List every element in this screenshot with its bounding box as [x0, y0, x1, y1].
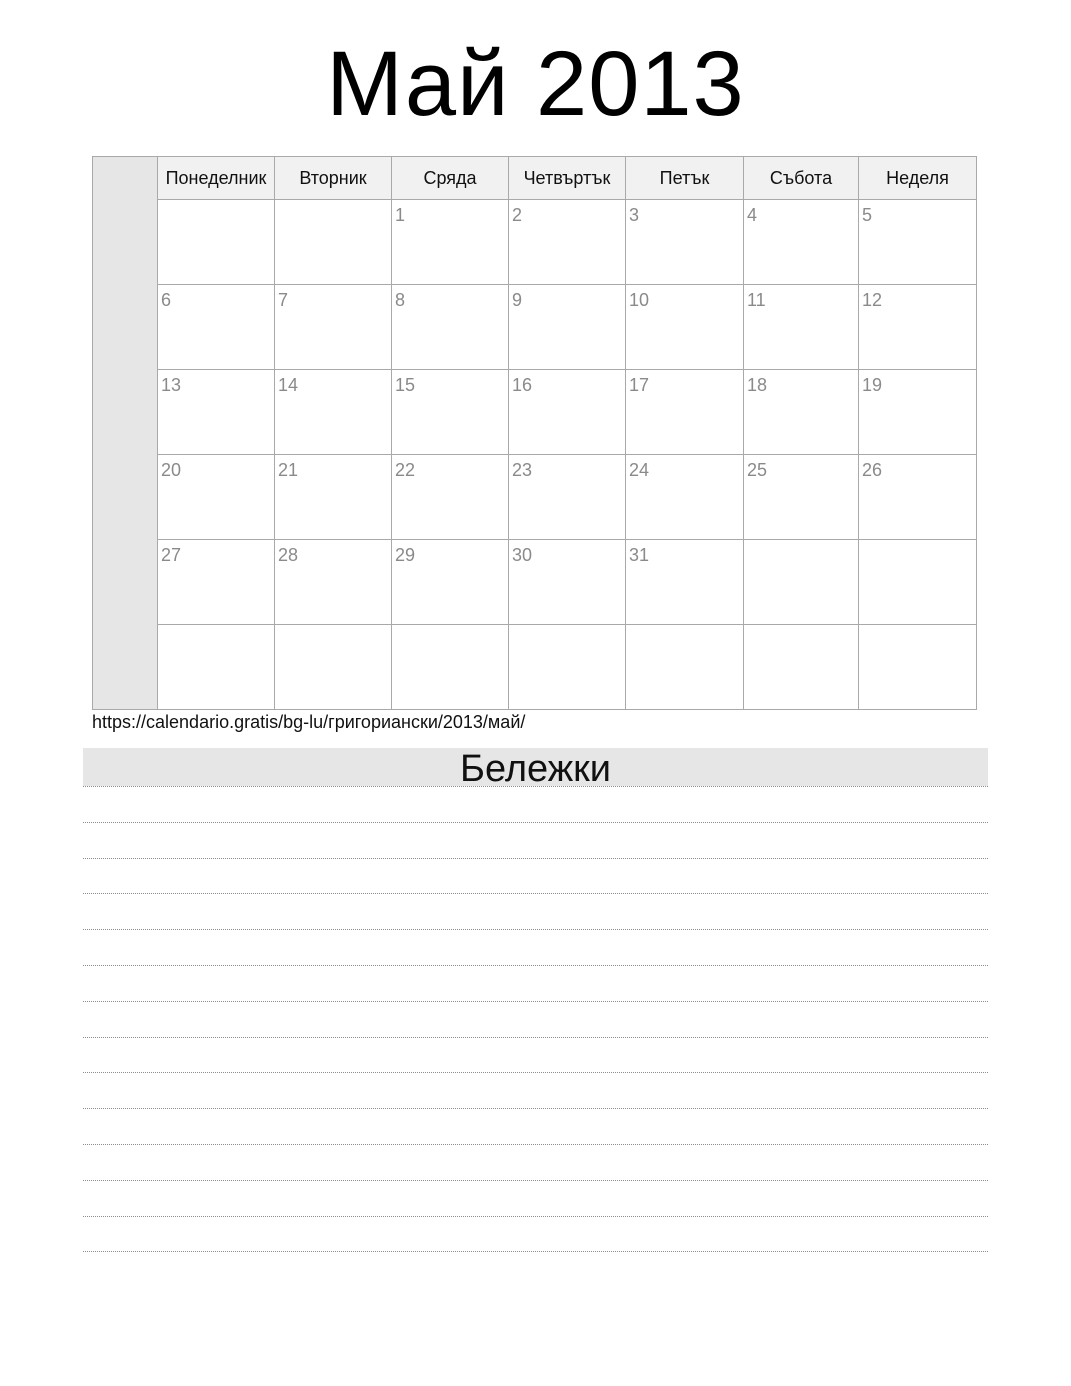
note-line	[83, 965, 988, 966]
day-cell: 23	[509, 455, 626, 540]
day-cell	[626, 625, 744, 710]
day-cell: 31	[626, 540, 744, 625]
day-cell: 16	[509, 370, 626, 455]
week-number-column	[93, 157, 158, 709]
day-cell	[744, 540, 859, 625]
note-line	[83, 822, 988, 823]
day-cell	[509, 625, 626, 710]
weekday-header: Вторник	[275, 157, 392, 200]
note-line	[83, 858, 988, 859]
weekday-header: Петък	[626, 157, 744, 200]
day-cell	[859, 625, 976, 710]
note-line	[83, 1251, 988, 1252]
day-cell: 17	[626, 370, 744, 455]
day-cell	[158, 200, 275, 285]
day-cell: 8	[392, 285, 509, 370]
day-cell: 20	[158, 455, 275, 540]
day-cell	[744, 625, 859, 710]
note-line	[83, 1072, 988, 1073]
day-cell: 3	[626, 200, 744, 285]
day-cell	[275, 200, 392, 285]
day-cell: 10	[626, 285, 744, 370]
day-cell	[392, 625, 509, 710]
day-cell: 1	[392, 200, 509, 285]
note-line	[83, 1037, 988, 1038]
day-cell: 24	[626, 455, 744, 540]
day-cell: 2	[509, 200, 626, 285]
day-cell	[859, 540, 976, 625]
day-cell: 14	[275, 370, 392, 455]
note-line	[83, 1108, 988, 1109]
day-cell: 25	[744, 455, 859, 540]
day-cell: 30	[509, 540, 626, 625]
day-cell: 11	[744, 285, 859, 370]
day-cell: 29	[392, 540, 509, 625]
day-cell: 7	[275, 285, 392, 370]
day-cell	[158, 625, 275, 710]
page-title: Май 2013	[326, 33, 745, 135]
note-line	[83, 929, 988, 930]
day-cell: 6	[158, 285, 275, 370]
day-cell: 13	[158, 370, 275, 455]
note-line	[83, 786, 988, 787]
notes-heading: Бележки	[83, 748, 988, 786]
day-cell	[275, 625, 392, 710]
day-cell: 28	[275, 540, 392, 625]
day-cell: 21	[275, 455, 392, 540]
weekday-header: Събота	[744, 157, 859, 200]
day-cell: 15	[392, 370, 509, 455]
day-cell: 26	[859, 455, 976, 540]
calendar-grid	[158, 157, 976, 709]
day-cell: 18	[744, 370, 859, 455]
source-url[interactable]: https://calendario.gratis/bg-lu/григориански/2013/май/	[92, 712, 526, 732]
weekday-header: Неделя	[859, 157, 976, 200]
note-line	[83, 1216, 988, 1217]
note-line	[83, 1001, 988, 1002]
day-cell: 9	[509, 285, 626, 370]
day-cell: 22	[392, 455, 509, 540]
day-cell: 5	[859, 200, 976, 285]
note-line	[83, 893, 988, 894]
note-line	[83, 1144, 988, 1145]
day-cell: 4	[744, 200, 859, 285]
note-line	[83, 1180, 988, 1181]
weekday-header: Четвъртък	[509, 157, 626, 200]
month-calendar	[92, 156, 977, 710]
weekday-header: Понеделник	[158, 157, 275, 200]
weekday-header: Сряда	[392, 157, 509, 200]
day-cell: 27	[158, 540, 275, 625]
day-cell: 12	[859, 285, 976, 370]
day-cell: 19	[859, 370, 976, 455]
